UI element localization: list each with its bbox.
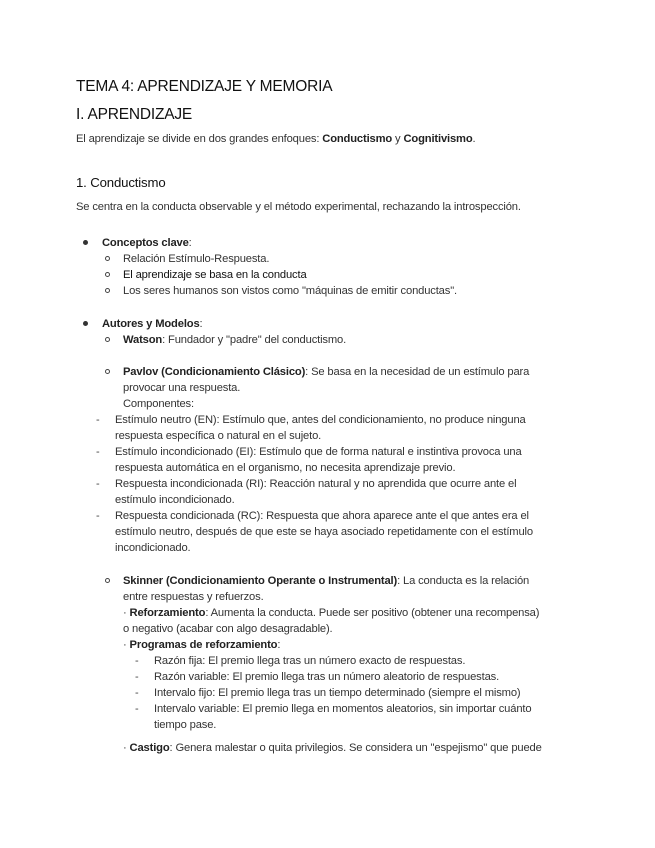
dash-bullet-icon: - xyxy=(96,478,100,490)
programa-item: Intervalo fijo: El premio llega tras un tiempo determinado (siempre el mismo) xyxy=(154,687,521,699)
dash-bullet-icon: - xyxy=(96,446,100,458)
pavlov-component-cont: respuesta específica o natural en el sujeto. xyxy=(115,430,322,442)
pavlov-component-cont: respuesta automática en el organismo, no necesita aprendizaje previo. xyxy=(115,462,456,474)
document-title: TEMA 4: APRENDIZAJE Y MEMORIA xyxy=(76,78,333,95)
dash-bullet-icon: - xyxy=(135,655,139,667)
skinner-item-cont: entre respuestas y refuerzos. xyxy=(123,591,264,603)
pavlov-component-cont: incondicionado. xyxy=(115,542,191,554)
dash-bullet-icon: - xyxy=(135,687,139,699)
intro-paragraph: El aprendizaje se divide en dos grandes enfoques: Conductismo y Cognitivismo. xyxy=(76,133,476,145)
bullet-circle-icon xyxy=(105,369,110,374)
bullet-circle-icon xyxy=(105,337,110,342)
dash-bullet-icon: - xyxy=(96,414,100,426)
pavlov-componentes-label: Componentes: xyxy=(123,398,194,410)
castigo-line: · Castigo: Genera malestar o quita privilegios. Se considera un "espejismo" que puede xyxy=(123,742,542,754)
bullet-circle-icon xyxy=(105,578,110,583)
dash-bullet-icon: - xyxy=(135,671,139,683)
pavlov-component: Estímulo incondicionado (EI): Estímulo que de forma natural e instintiva provoca una xyxy=(115,446,522,458)
bullet-dot-icon xyxy=(83,240,88,245)
programa-item: Razón variable: El premio llega tras un número aleatorio de respuestas. xyxy=(154,671,500,683)
skinner-item: Skinner (Condicionamiento Operante o Instrumental): La conducta es la relación xyxy=(123,575,530,587)
dash-bullet-icon: - xyxy=(135,703,139,715)
reforzamiento-line: · Reforzamiento: Aumenta la conducta. Puede ser positivo (obtener una recompensa) xyxy=(123,607,540,619)
programas-label: · Programas de reforzamiento: xyxy=(123,639,281,651)
bullet-circle-icon xyxy=(105,288,110,293)
pavlov-component-cont: estímulo incondicionado. xyxy=(115,494,235,506)
bullet-dot-icon xyxy=(83,321,88,326)
subsection-heading-conductismo: 1. Conductismo xyxy=(76,175,166,190)
conceptos-clave-label: Conceptos clave: xyxy=(102,237,192,249)
list-item: Los seres humanos son vistos como "máquinas de emitir conductas". xyxy=(123,285,457,297)
list-item: Relación Estímulo-Respuesta. xyxy=(123,253,270,265)
pavlov-component: Estímulo neutro (EN): Estímulo que, antes del condicionamiento, no produce ninguna xyxy=(115,414,526,426)
programa-item: Intervalo variable: El premio llega en momentos aleatorios, sin importar cuánto xyxy=(154,703,532,715)
pavlov-component: Respuesta condicionada (RC): Respuesta que ahora aparece ante el que antes era el xyxy=(115,510,529,522)
pavlov-component-cont: estímulo neutro, después de que este se haya asociado repetidamente con el estímulo xyxy=(115,526,533,538)
pavlov-item-cont: provocar una respuesta. xyxy=(123,382,241,394)
watson-item: Watson: Fundador y "padre" del conductismo. xyxy=(123,334,347,346)
programa-item: Razón fija: El premio llega tras un número exacto de respuestas. xyxy=(154,655,466,667)
autores-label: Autores y Modelos: xyxy=(102,318,203,330)
pavlov-item: Pavlov (Condicionamiento Clásico): Se basa en la necesidad de un estímulo para xyxy=(123,366,530,378)
conductismo-description: Se centra en la conducta observable y el método experimental, rechazando la introspección. xyxy=(76,201,521,213)
programa-item-cont: tiempo pase. xyxy=(154,719,217,731)
reforzamiento-line-cont: o negativo (acabar con algo desagradable). xyxy=(123,623,333,635)
list-item: El aprendizaje se basa en la conducta xyxy=(123,269,307,281)
bullet-circle-icon xyxy=(105,272,110,277)
section-heading-aprendizaje: I. APRENDIZAJE xyxy=(76,106,193,123)
pavlov-component: Respuesta incondicionada (RI): Reacción natural y no aprendida que ocurre ante el xyxy=(115,478,517,490)
bullet-circle-icon xyxy=(105,256,110,261)
dash-bullet-icon: - xyxy=(96,510,100,522)
